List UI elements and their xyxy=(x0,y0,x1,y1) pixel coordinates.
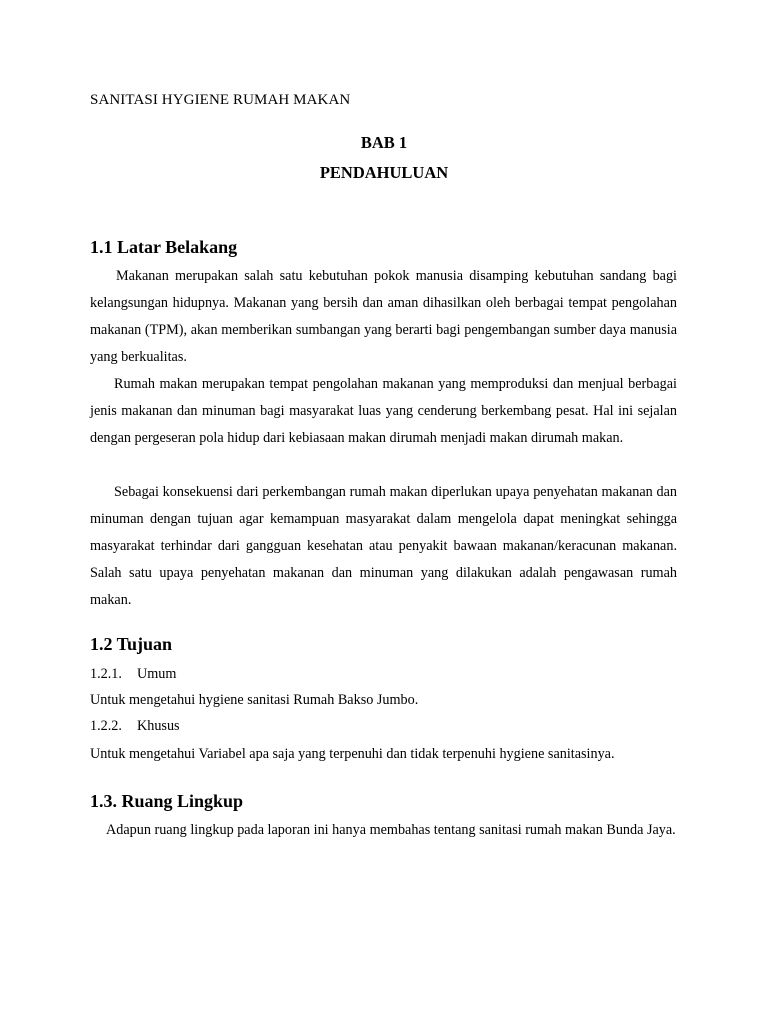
subsection-umum-number: 1.2.1. xyxy=(90,666,122,682)
subsection-khusus-label: Khusus xyxy=(137,718,180,734)
paragraph-ruang-lingkup: Adapun ruang lingkup pada laporan ini hanya membahas tentang sanitasi rumah makan Bunda Jaya. xyxy=(106,822,676,838)
chapter-number: BAB 1 xyxy=(360,133,408,152)
paragraph-latar-belakang-2: Rumah makan merupakan tempat pengolahan makanan yang memproduksi dan menjual berbagai jenis makanan dan minuman bagi masyarakat luas yang cenderung berkembang pesat. Hal ini sejalan dengan pergeseran pola hidup dari kebiasaan makan dirumah menjadi makan dirumah makan. xyxy=(90,376,677,446)
subsection-khusus-number: 1.2.2. xyxy=(90,718,122,734)
subsection-khusus xyxy=(90,718,180,735)
section-heading-latar-belakang: 1.1 Latar Belakang xyxy=(90,237,238,257)
paragraph-latar-belakang-1: Makanan merupakan salah satu kebutuhan pokok manusia disamping kebutuhan sandang bagi kelangsungan hidupnya. Makanan yang bersih dan aman dihasilkan oleh berbagai tempat pengolahan makanan (TPM), akan memberikan sumbangan yang berarti bagi pengembangan sumber daya manusia yang berkualitas. xyxy=(90,268,677,365)
document-title: SANITASI HYGIENE RUMAH MAKAN xyxy=(90,92,351,108)
subsection-umum-label: Umum xyxy=(137,666,177,682)
subsection-umum xyxy=(90,666,176,683)
chapter-title: PENDAHULUAN xyxy=(319,163,449,182)
tujuan-umum-text: Untuk mengetahui hygiene sanitasi Rumah Bakso Jumbo. xyxy=(90,692,419,708)
section-heading-ruang-lingkup: 1.3. Ruang Lingkup xyxy=(90,791,244,811)
paragraph-latar-belakang-3: Sebagai konsekuensi dari perkembangan rumah makan diperlukan upaya penyehatan makanan dan minuman dengan tujuan agar kemampuan masyarakat dalam mengelola dapat meningkat sehingga masyarakat terhindar dari gangguan kesehatan atau penyakit bawaan makanan/keracunan makanan. Salah satu upaya penyehatan makanan dan minuman yang dilakukan adalah pengawasan rumah makan. xyxy=(90,484,677,608)
section-heading-tujuan: 1.2 Tujuan xyxy=(90,634,173,654)
tujuan-khusus-text: Untuk mengetahui Variabel apa saja yang terpenuhi dan tidak terpenuhi hygiene sanitasinya. xyxy=(90,746,615,762)
